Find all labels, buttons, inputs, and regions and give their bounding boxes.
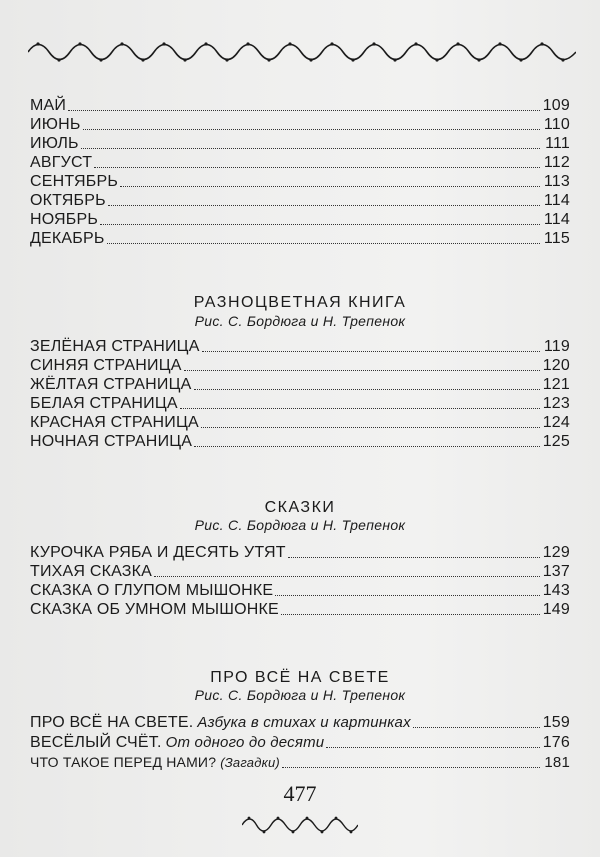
page-number: 124 xyxy=(542,414,570,431)
page-number: 123 xyxy=(542,395,570,412)
entry-title: ЗЕЛЁНАЯ СТРАНИЦА xyxy=(30,338,200,355)
leader-dots xyxy=(180,407,540,409)
entry-title: АВГУСТ xyxy=(30,154,93,171)
entry-title: ПРО ВСЁ НА СВЕТЕ. xyxy=(30,714,194,731)
top-ornament xyxy=(28,40,576,64)
section-credit: Рис. С. Бордюга и Н. Трепенок xyxy=(194,687,406,703)
section-title: СКАЗКИ xyxy=(264,499,336,516)
entry-title: НОЧНАЯ СТРАНИЦА xyxy=(30,433,193,450)
leader-dots xyxy=(120,185,540,187)
toc-entry xyxy=(30,543,570,562)
section-title: ПРО ВСЁ НА СВЕТЕ xyxy=(210,669,390,686)
toc-entry xyxy=(30,581,570,600)
entry-title: КУРОЧКА РЯБА И ДЕСЯТЬ УТЯТ xyxy=(30,544,286,561)
toc-entry xyxy=(30,432,570,451)
entry-title: ИЮНЬ xyxy=(30,116,81,133)
leader-dots xyxy=(107,242,540,244)
entry-title: БЕЛАЯ СТРАНИЦА xyxy=(30,395,178,412)
entry-title: ЧТО ТАКОЕ ПЕРЕД НАМИ? xyxy=(30,754,217,770)
section-title: РАЗНОЦВЕТНАЯ КНИГА xyxy=(193,294,407,311)
entry-title: ТИХАЯ СКАЗКА xyxy=(30,563,153,580)
leader-dots xyxy=(194,388,541,390)
entry-title: СИНЯЯ СТРАНИЦА xyxy=(30,357,182,374)
leader-dots xyxy=(68,109,540,111)
page-number: 176 xyxy=(542,734,570,751)
page-number: 111 xyxy=(545,135,570,152)
page-number: 121 xyxy=(542,376,570,393)
page-number: 129 xyxy=(542,544,570,561)
entry-title: МАЙ xyxy=(30,97,67,114)
leader-dots xyxy=(100,223,540,225)
entry-title: СКАЗКА О ГЛУПОМ МЫШОНКЕ xyxy=(30,582,274,599)
page-number: 120 xyxy=(542,357,570,374)
toc-entry xyxy=(30,134,570,153)
page-number: 110 xyxy=(543,116,570,133)
toc-entry xyxy=(30,153,570,172)
page-number: 109 xyxy=(542,97,570,114)
section-credit: Рис. С. Бордюга и Н. Трепенок xyxy=(194,517,406,533)
page-folio: 477 xyxy=(283,781,317,806)
leader-dots xyxy=(326,746,540,748)
toc-entry xyxy=(30,375,570,394)
leader-dots xyxy=(288,556,540,558)
leader-dots xyxy=(94,166,540,168)
entry-title: НОЯБРЬ xyxy=(30,211,99,228)
toc-entry xyxy=(30,753,570,772)
section-credit: Рис. С. Бордюга и Н. Трепенок xyxy=(194,313,406,329)
toc-entry xyxy=(30,733,570,752)
leader-dots xyxy=(154,575,540,577)
leader-dots xyxy=(83,128,540,130)
leader-dots xyxy=(281,613,540,615)
page-number: 125 xyxy=(542,433,570,450)
entry-subtitle: Азбука в стихах и картинках xyxy=(197,714,411,731)
leader-dots xyxy=(201,426,540,428)
toc-entry xyxy=(30,713,570,732)
toc-entry xyxy=(30,413,570,432)
entry-title: ДЕКАБРЬ xyxy=(30,230,105,247)
leader-dots xyxy=(202,350,540,352)
entry-title: СКАЗКА ОБ УМНОМ МЫШОНКЕ xyxy=(30,601,279,618)
toc-entry xyxy=(30,229,570,248)
entry-title: ВЕСЁЛЫЙ СЧЁТ. xyxy=(30,734,162,751)
page-number: 114 xyxy=(543,211,570,228)
entry-subtitle: (Загадки) xyxy=(220,755,280,770)
toc-entry xyxy=(30,115,570,134)
page-number: 149 xyxy=(542,601,570,618)
toc-entry xyxy=(30,337,570,356)
entry-title: КРАСНАЯ СТРАНИЦА xyxy=(30,414,199,431)
toc-entry xyxy=(30,172,570,191)
page-number: 115 xyxy=(543,230,570,247)
page-number: 112 xyxy=(543,154,570,171)
leader-dots xyxy=(413,726,540,728)
page-number: 114 xyxy=(543,192,570,209)
toc-entry xyxy=(30,356,570,375)
entry-title: ОКТЯБРЬ xyxy=(30,192,106,209)
entry-title: СЕНТЯБРЬ xyxy=(30,173,119,190)
toc-entry xyxy=(30,394,570,413)
page-number: 181 xyxy=(544,754,570,771)
entry-subtitle: От одного до десяти xyxy=(165,734,325,751)
entry-title: ЖЁЛТАЯ СТРАНИЦА xyxy=(30,376,192,393)
leader-dots xyxy=(81,147,540,149)
toc-entry xyxy=(30,191,570,210)
leader-dots xyxy=(275,594,540,596)
entry-title: ИЮЛЬ xyxy=(30,135,79,152)
leader-dots xyxy=(184,369,540,371)
page-number: 119 xyxy=(543,338,570,355)
page-number: 143 xyxy=(542,582,570,599)
page-number: 137 xyxy=(542,563,570,580)
leader-dots xyxy=(108,204,540,206)
toc-entry xyxy=(30,210,570,229)
toc-entry xyxy=(30,562,570,581)
leader-dots xyxy=(194,445,540,447)
leader-dots xyxy=(282,766,540,768)
toc-entry xyxy=(30,600,570,619)
toc-entry xyxy=(30,96,570,115)
page-number: 159 xyxy=(542,714,570,731)
page-number: 113 xyxy=(543,173,570,190)
bottom-ornament xyxy=(242,815,358,835)
